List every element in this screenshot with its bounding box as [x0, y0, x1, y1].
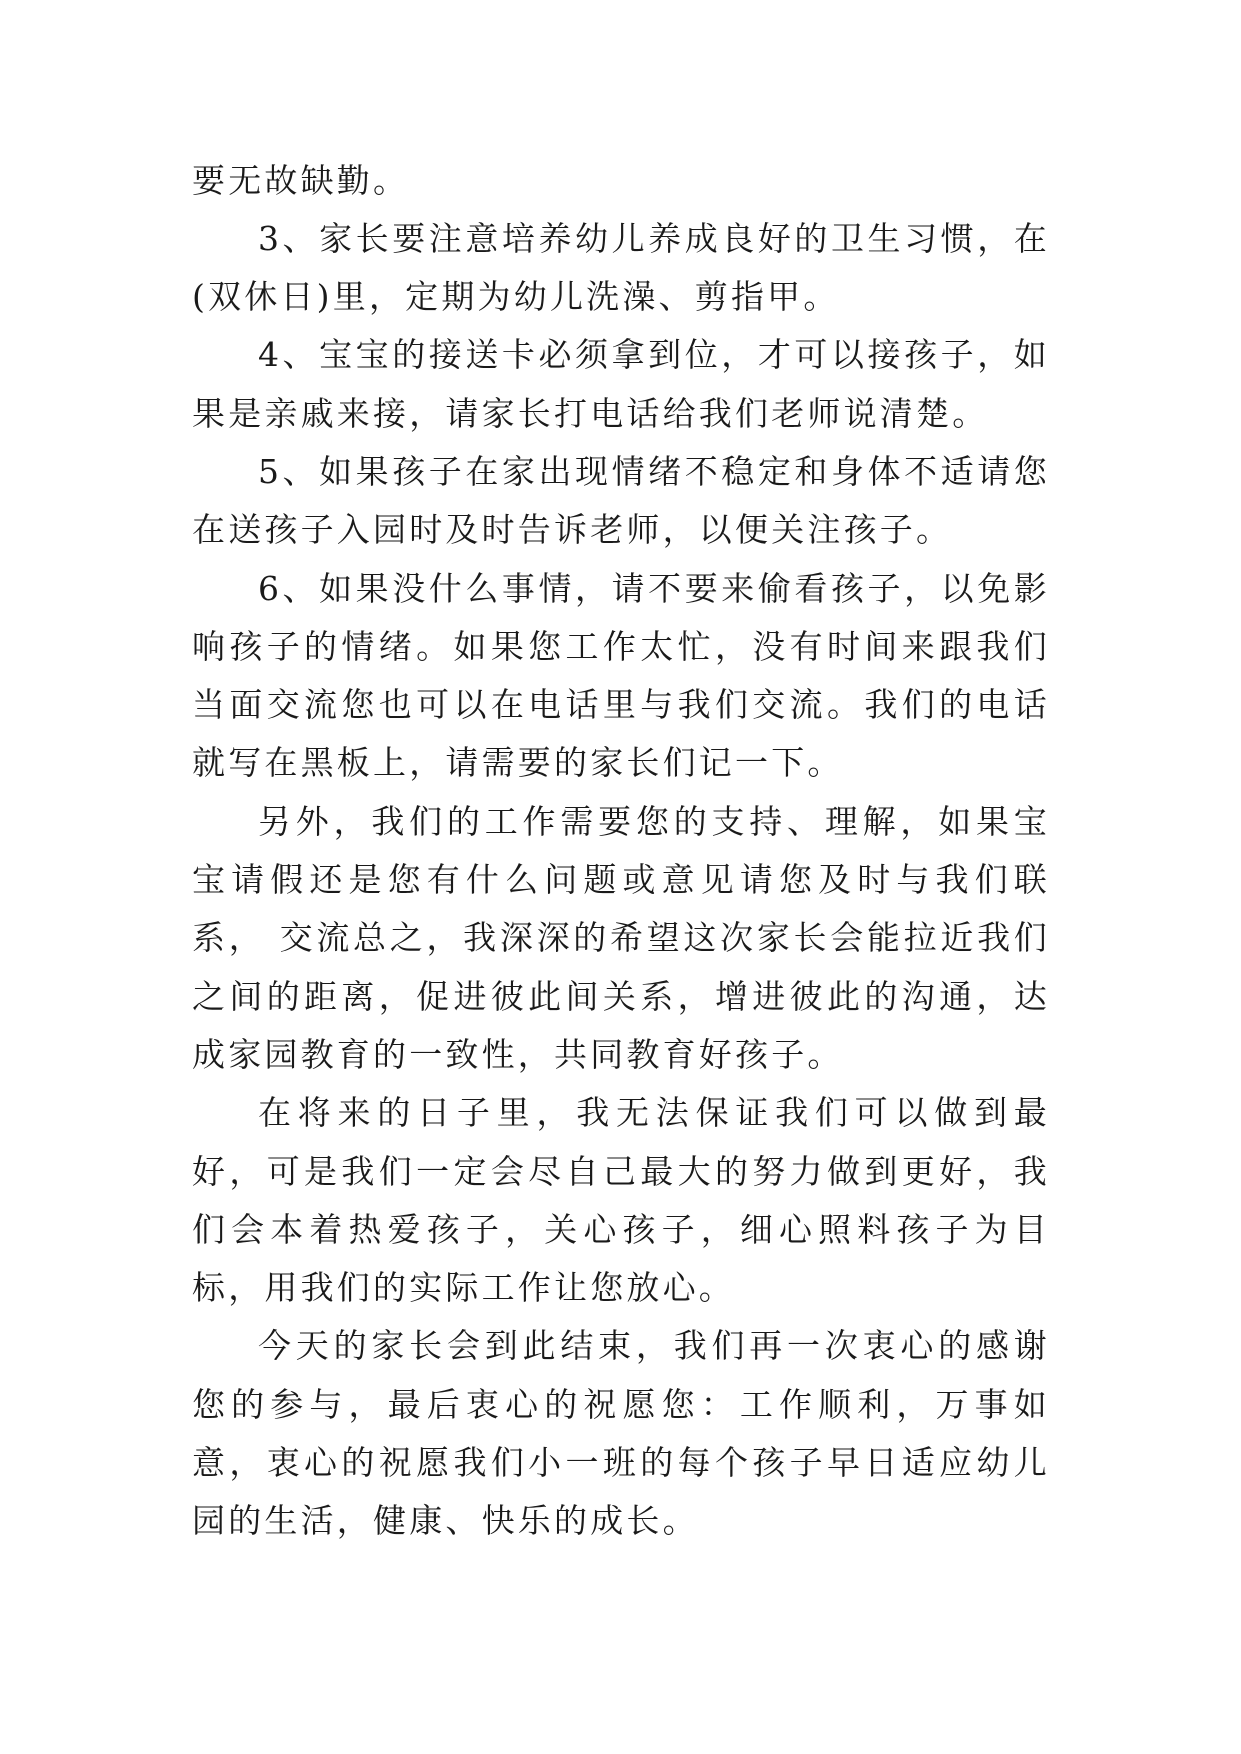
paragraph-support: 另外，我们的工作需要您的支持、理解，如果宝宝请假还是您有什么问题或意见请您及时与我们联系， 交流总之，我深深的希望这次家长会能拉近我们之间的距离，促进彼此间关系，增进彼此的沟通，达成家园教育的一致性，共同教育好孩子。	[192, 801, 1050, 1074]
paragraph-continuation: 要无故缺勤。	[192, 160, 410, 200]
paragraph-closing: 今天的家长会到此结束，我们再一次衷心的感谢您的参与，最后衷心的祝愿您：工作顺利，万事如意，衷心的祝愿我们小一班的每个孩子早日适应幼儿园的生活，健康、快乐的成长。	[192, 1326, 1050, 1541]
paragraph-item-4-pickup-card: 4、宝宝的接送卡必须拿到位，才可以接孩子，如果是亲戚来接，请家长打电话给我们老师说清楚。	[192, 335, 1050, 433]
paragraph-item-6-contact: 6、如果没什么事情，请不要来偷看孩子，以免影响孩子的情绪。如果您工作太忙，没有时间来跟我们当面交流您也可以在电话里与我们交流。我们的电话就写在黑板上，请需要的家长们记一下。	[192, 568, 1050, 783]
paragraph-future: 在将来的日子里，我无法保证我们可以做到最好，可是我们一定会尽自己最大的努力做到更好，我们会本着热爱孩子，关心孩子，细心照料孩子为目标，用我们的实际工作让您放心。	[192, 1093, 1050, 1308]
body-text	[192, 152, 1050, 1551]
paragraph-item-3-hygiene: 3、家长要注意培养幼儿养成良好的卫生习惯，在(双休日)里，定期为幼儿洗澡、剪指甲。	[192, 218, 1050, 317]
paragraph-item-5-health: 5、如果孩子在家出现情绪不稳定和身体不适请您在送孩子入园时及时告诉老师，以便关注孩子。	[192, 451, 1050, 550]
